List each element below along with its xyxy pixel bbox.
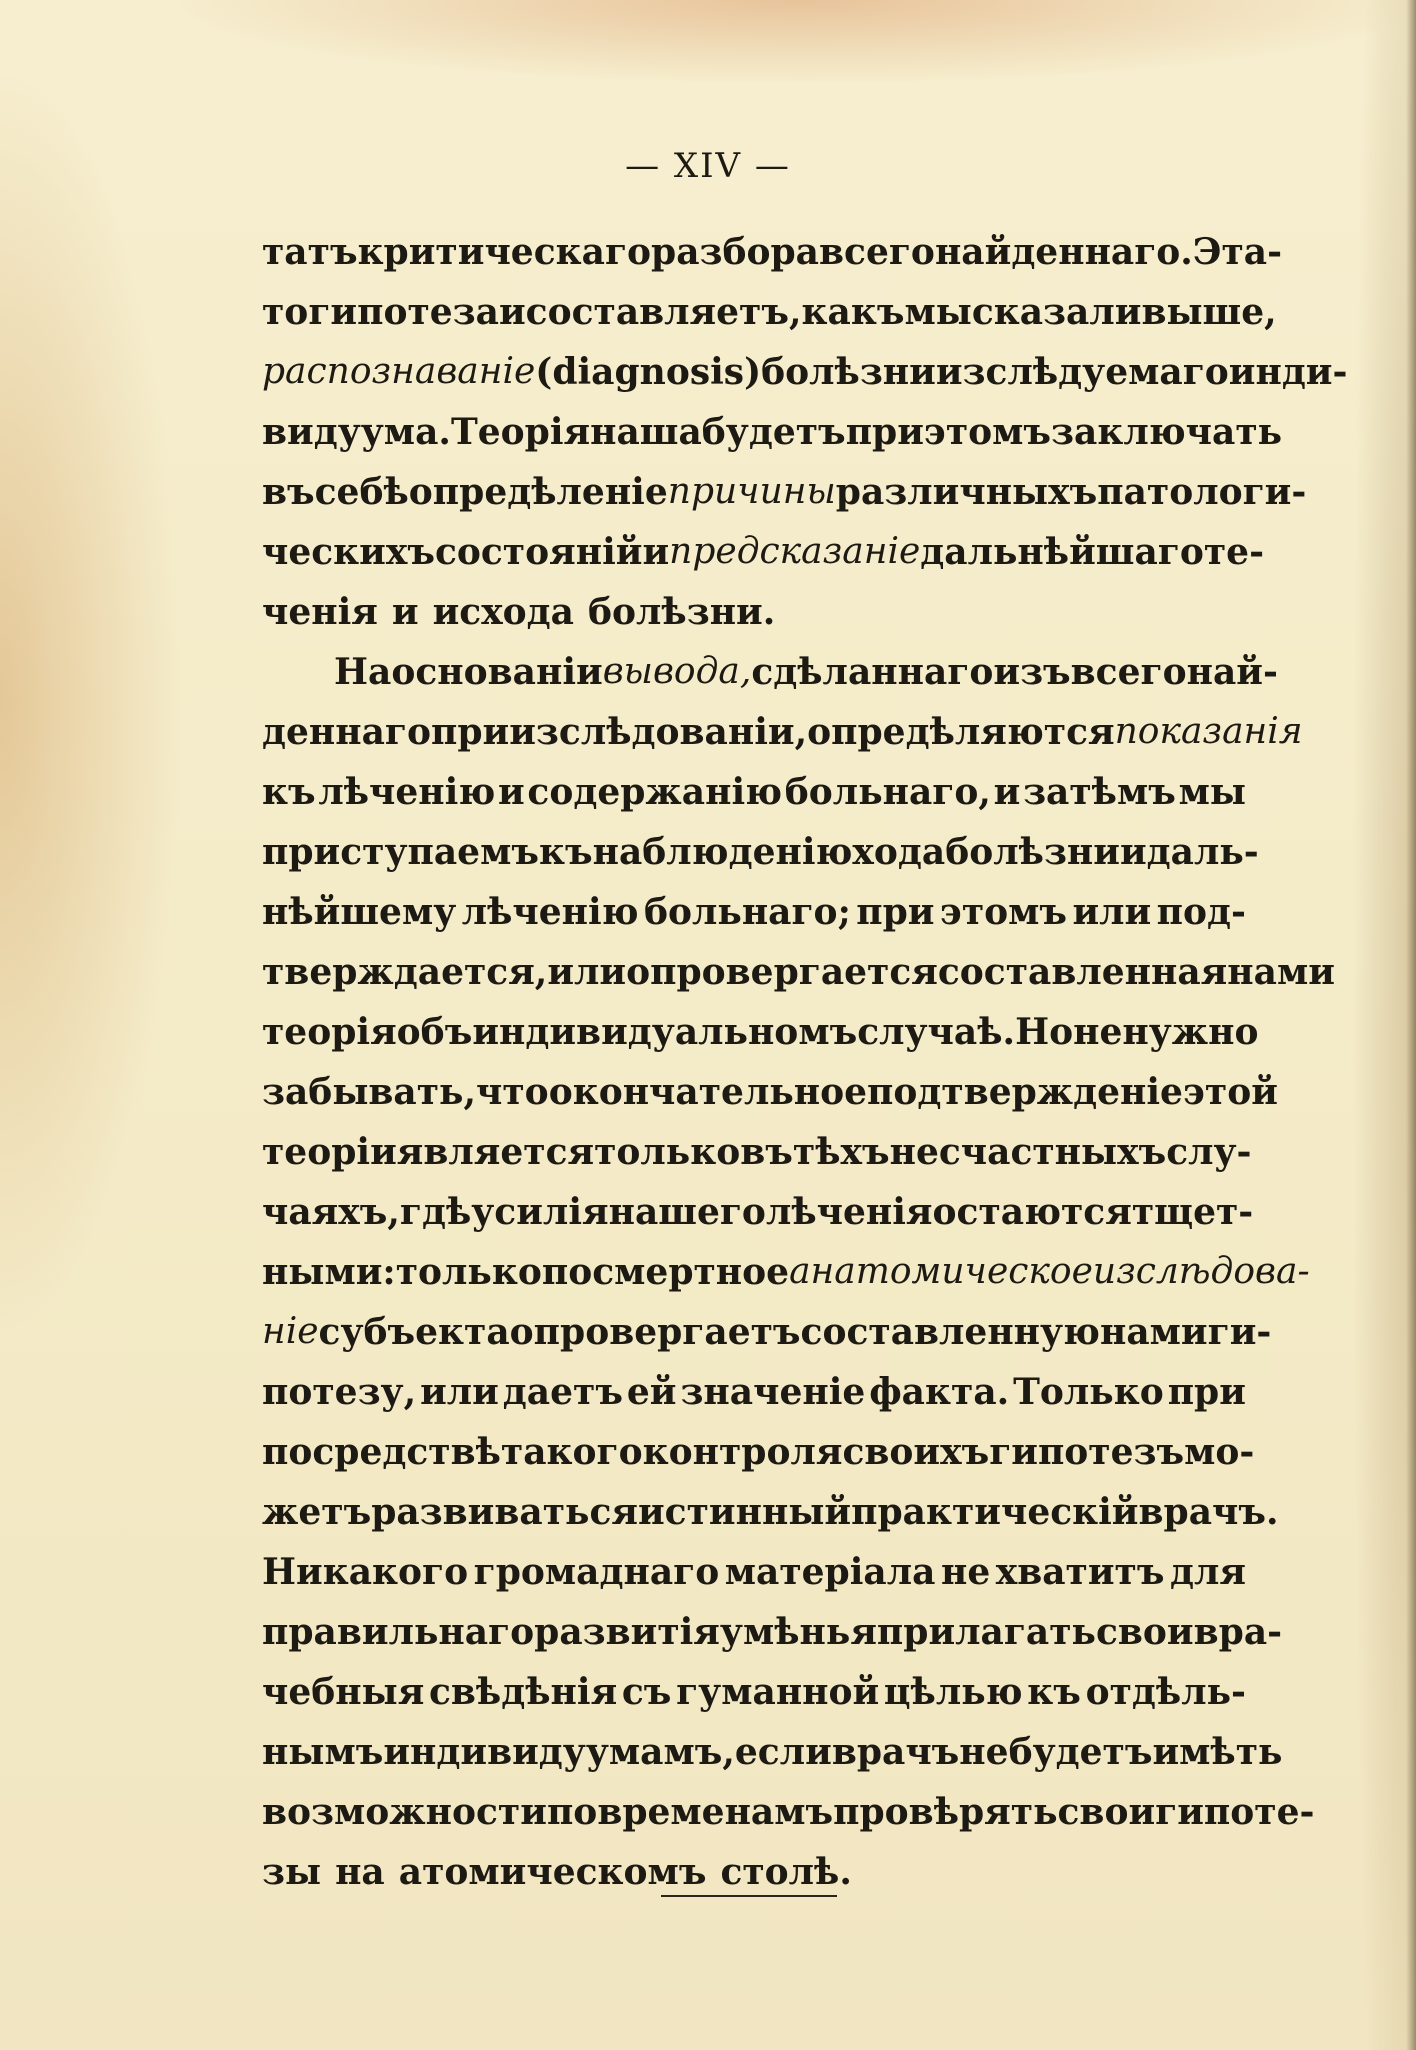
- word: опредѣляются: [807, 711, 1115, 753]
- word: тверждается,: [262, 951, 548, 993]
- word: мо-: [1184, 1431, 1255, 1473]
- word: остаются: [932, 1191, 1132, 1233]
- text-line: [262, 1362, 1246, 1422]
- word: случаѣ.: [857, 1011, 1016, 1053]
- word: заключать: [1051, 411, 1283, 453]
- word: врачъ: [831, 1731, 960, 1773]
- word: лѣченія: [765, 1191, 933, 1233]
- word: свои: [1057, 1791, 1156, 1833]
- text-line: [262, 1122, 1252, 1182]
- word: усилія: [471, 1191, 609, 1233]
- word: матеріала: [724, 1551, 936, 1593]
- word: сдѣланнаго: [751, 651, 994, 693]
- word: нами: [1099, 1311, 1208, 1353]
- word: приступаемъ: [262, 831, 539, 873]
- word: при: [431, 711, 510, 753]
- text-line: [262, 762, 1246, 822]
- word: индивидуальномъ: [472, 1011, 858, 1053]
- word: что: [476, 1071, 549, 1113]
- text-line: [262, 942, 1335, 1002]
- word: свѣдѣнія: [429, 1671, 618, 1713]
- word: этой: [1182, 1071, 1278, 1113]
- word: при: [1167, 1371, 1246, 1413]
- text-line: [262, 642, 1278, 702]
- word: отдѣль-: [1085, 1671, 1246, 1713]
- word: сказали: [971, 291, 1142, 333]
- word: подтвержденіе: [867, 1071, 1183, 1113]
- word: На: [334, 651, 392, 693]
- text-line: [262, 1602, 1283, 1662]
- word: и: [1119, 831, 1147, 873]
- text-line: [262, 1842, 1246, 1902]
- word: ченія: [262, 591, 378, 633]
- text-line: [262, 282, 1277, 342]
- word: мы: [1178, 771, 1246, 813]
- word: различныхъ: [835, 471, 1098, 513]
- word: опредѣленіе: [408, 471, 668, 513]
- word: и: [498, 291, 526, 333]
- word: является: [396, 1131, 595, 1173]
- word: выше,: [1141, 291, 1277, 333]
- word: не: [1073, 1011, 1123, 1053]
- text-line: [262, 1782, 1315, 1842]
- word: значеніе: [680, 1371, 866, 1413]
- word: ги-: [1207, 1311, 1272, 1353]
- italic-word: причины: [667, 471, 836, 512]
- word: практическій: [851, 1491, 1139, 1533]
- word: посмертное: [541, 1251, 790, 1293]
- word: только: [594, 1131, 741, 1173]
- word: основаніи: [391, 651, 603, 693]
- word: болѣзни: [761, 351, 936, 393]
- word: теоріи: [262, 1131, 397, 1173]
- word: развитія: [534, 1611, 720, 1653]
- word: забывать,: [262, 1071, 477, 1113]
- text-line: [262, 1482, 1279, 1542]
- text-line: [262, 882, 1246, 942]
- word: провѣрять: [833, 1791, 1058, 1833]
- word: контроля: [642, 1431, 843, 1473]
- word: Но: [1015, 1011, 1074, 1053]
- word: будетъ: [1008, 1731, 1153, 1773]
- word: къ: [262, 771, 316, 813]
- word: индивидуумамъ,: [383, 1731, 735, 1773]
- text-line: [262, 342, 1348, 402]
- word: Никакого: [262, 1551, 469, 1593]
- word: Теорія: [450, 411, 591, 453]
- word: громаднаго: [473, 1551, 720, 1593]
- word: развиваться: [371, 1491, 638, 1533]
- word: жетъ: [262, 1491, 372, 1533]
- word: мы: [904, 291, 972, 333]
- italic-word: изслѣдова-: [1092, 1251, 1310, 1292]
- word: такого: [500, 1431, 643, 1473]
- word: татъ: [262, 231, 358, 273]
- word: больнаго;: [643, 891, 851, 933]
- word: зы: [262, 1851, 322, 1893]
- word: наблюденію: [592, 831, 853, 873]
- word: те-: [1203, 531, 1265, 573]
- word: (diagnosis): [535, 351, 762, 393]
- text-line: [262, 1422, 1255, 1482]
- word: затѣмъ: [1023, 771, 1176, 813]
- word: деннаго: [262, 711, 431, 753]
- word: изслѣдованіи,: [509, 711, 808, 753]
- word: при: [856, 891, 935, 933]
- text-line: [262, 1542, 1246, 1602]
- word: умѣнья: [719, 1611, 877, 1653]
- word: нужно: [1122, 1011, 1259, 1053]
- word: опровергается: [626, 951, 938, 993]
- word: видуума.: [262, 411, 451, 453]
- word: этомъ: [923, 411, 1052, 453]
- word: при: [845, 411, 924, 453]
- word: хода: [852, 831, 946, 873]
- text-line: [262, 222, 1283, 282]
- word: най-: [1186, 651, 1278, 693]
- italic-word: показанія: [1114, 711, 1303, 752]
- word: чаяхъ,: [262, 1191, 400, 1233]
- word: какъ: [801, 291, 905, 333]
- word: имѣть: [1152, 1731, 1283, 1773]
- word: хватитъ: [995, 1551, 1165, 1593]
- word: наша: [590, 411, 702, 453]
- italic-word: распознаваніе: [262, 351, 536, 392]
- word: истинный: [637, 1491, 852, 1533]
- italic-word: вывода,: [602, 651, 752, 692]
- word: тщет-: [1131, 1191, 1254, 1233]
- word: факта.: [869, 1371, 1010, 1413]
- word: по: [546, 1791, 598, 1833]
- word: столѣ.: [720, 1851, 852, 1893]
- word: лѣченію: [461, 891, 639, 933]
- word: болѣзни.: [588, 591, 776, 633]
- text-line: [262, 402, 1283, 462]
- word: съ: [621, 1671, 672, 1713]
- text-line: [262, 702, 1303, 762]
- word: всего: [819, 231, 935, 273]
- text-line: [262, 1182, 1254, 1242]
- text-line: [262, 1302, 1272, 1362]
- text-line: [262, 582, 1246, 642]
- word: ческихъ: [262, 531, 435, 573]
- word: и: [497, 771, 525, 813]
- word: болѣзни: [945, 831, 1120, 873]
- word: себѣ: [314, 471, 409, 513]
- word: составленная: [937, 951, 1228, 993]
- word: гипоте-: [1155, 1791, 1315, 1833]
- text-line: [262, 1062, 1278, 1122]
- word: правильнаго: [262, 1611, 535, 1653]
- word: изслѣдуемаго: [935, 351, 1229, 393]
- text-line: [262, 1662, 1246, 1722]
- word: объ: [396, 1011, 473, 1053]
- word: чебныя: [262, 1671, 425, 1713]
- word: нашего: [608, 1191, 766, 1233]
- word: и: [993, 771, 1021, 813]
- word: даль-: [1146, 831, 1259, 873]
- word: критическаго: [357, 231, 652, 273]
- word: дальнѣйшаго: [920, 531, 1204, 573]
- word: инди-: [1228, 351, 1348, 393]
- word: патологи-: [1097, 471, 1307, 513]
- word: лѣченію: [318, 771, 496, 813]
- page-edge-shadow: [1406, 0, 1416, 2050]
- word: окончательное: [548, 1071, 868, 1113]
- word: составленную: [800, 1311, 1100, 1353]
- section-end-rule: [661, 1895, 837, 1897]
- word: потезу,: [262, 1371, 417, 1413]
- word: прилагать: [876, 1611, 1096, 1653]
- word: разбора: [651, 231, 820, 273]
- word: посредствѣ: [262, 1431, 501, 1473]
- word: не: [959, 1731, 1009, 1773]
- text-line: [262, 1242, 1310, 1302]
- word: въ: [262, 471, 315, 513]
- word: не: [940, 1551, 991, 1593]
- word: атомическомъ: [398, 1851, 707, 1893]
- word: тѣхъ: [792, 1131, 890, 1173]
- word: Эта-: [1192, 231, 1283, 273]
- word: этомъ: [939, 891, 1068, 933]
- word: всего: [1070, 651, 1187, 693]
- word: нами: [1227, 951, 1335, 993]
- word: нѣйшему: [262, 891, 457, 933]
- word: и: [642, 531, 670, 573]
- body-text: [262, 222, 1348, 1902]
- text-line: [262, 1722, 1283, 1782]
- page-number: — XIV —: [625, 146, 791, 186]
- word: если: [734, 1731, 832, 1773]
- word: ными:: [262, 1251, 396, 1293]
- word: Только: [1013, 1371, 1164, 1413]
- word: или: [547, 951, 627, 993]
- text-line: [262, 522, 1265, 582]
- word: къ: [538, 831, 593, 873]
- italic-word: предсказаніе: [669, 531, 921, 572]
- word: своихъ: [842, 1431, 990, 1473]
- word: содержанію: [527, 771, 783, 813]
- word: субъекта: [318, 1311, 510, 1353]
- word: составляетъ,: [525, 291, 802, 333]
- word: гипотезъ: [989, 1431, 1185, 1473]
- word: вра-: [1193, 1611, 1283, 1653]
- word: врачъ.: [1138, 1491, 1279, 1533]
- word: гуманной: [676, 1671, 880, 1713]
- word: гипотеза: [308, 291, 499, 333]
- word: временамъ: [597, 1791, 834, 1833]
- italic-word: анатомическое: [789, 1251, 1093, 1292]
- word: на: [335, 1851, 385, 1893]
- word: для: [1170, 1551, 1246, 1593]
- word: найденнаго.: [934, 231, 1193, 273]
- word: слу-: [1166, 1131, 1252, 1173]
- word: и: [391, 591, 419, 633]
- word: гдѣ: [399, 1191, 472, 1233]
- text-line: [262, 462, 1307, 522]
- word: то: [262, 291, 309, 333]
- word: состояній: [434, 531, 643, 573]
- word: цѣлью: [883, 1671, 1023, 1713]
- word: опровергаетъ: [509, 1311, 801, 1353]
- word: ей: [626, 1371, 677, 1413]
- word: или: [1072, 891, 1152, 933]
- word: въ: [740, 1131, 793, 1173]
- word: исхода: [432, 591, 574, 633]
- word: теорія: [262, 1011, 397, 1053]
- word: изъ: [993, 651, 1071, 693]
- italic-word: ніе: [262, 1311, 319, 1352]
- word: нымъ: [262, 1731, 384, 1773]
- word: только: [395, 1251, 542, 1293]
- word: къ: [1027, 1671, 1081, 1713]
- word: свои: [1095, 1611, 1194, 1653]
- text-line: [262, 822, 1259, 882]
- word: или: [420, 1371, 499, 1413]
- word: возможности: [262, 1791, 547, 1833]
- word: больнаго,: [784, 771, 991, 813]
- word: будетъ: [701, 411, 846, 453]
- word: несчастныхъ: [889, 1131, 1167, 1173]
- text-line: [262, 1002, 1259, 1062]
- word: под-: [1156, 891, 1246, 933]
- word: даетъ: [502, 1371, 623, 1413]
